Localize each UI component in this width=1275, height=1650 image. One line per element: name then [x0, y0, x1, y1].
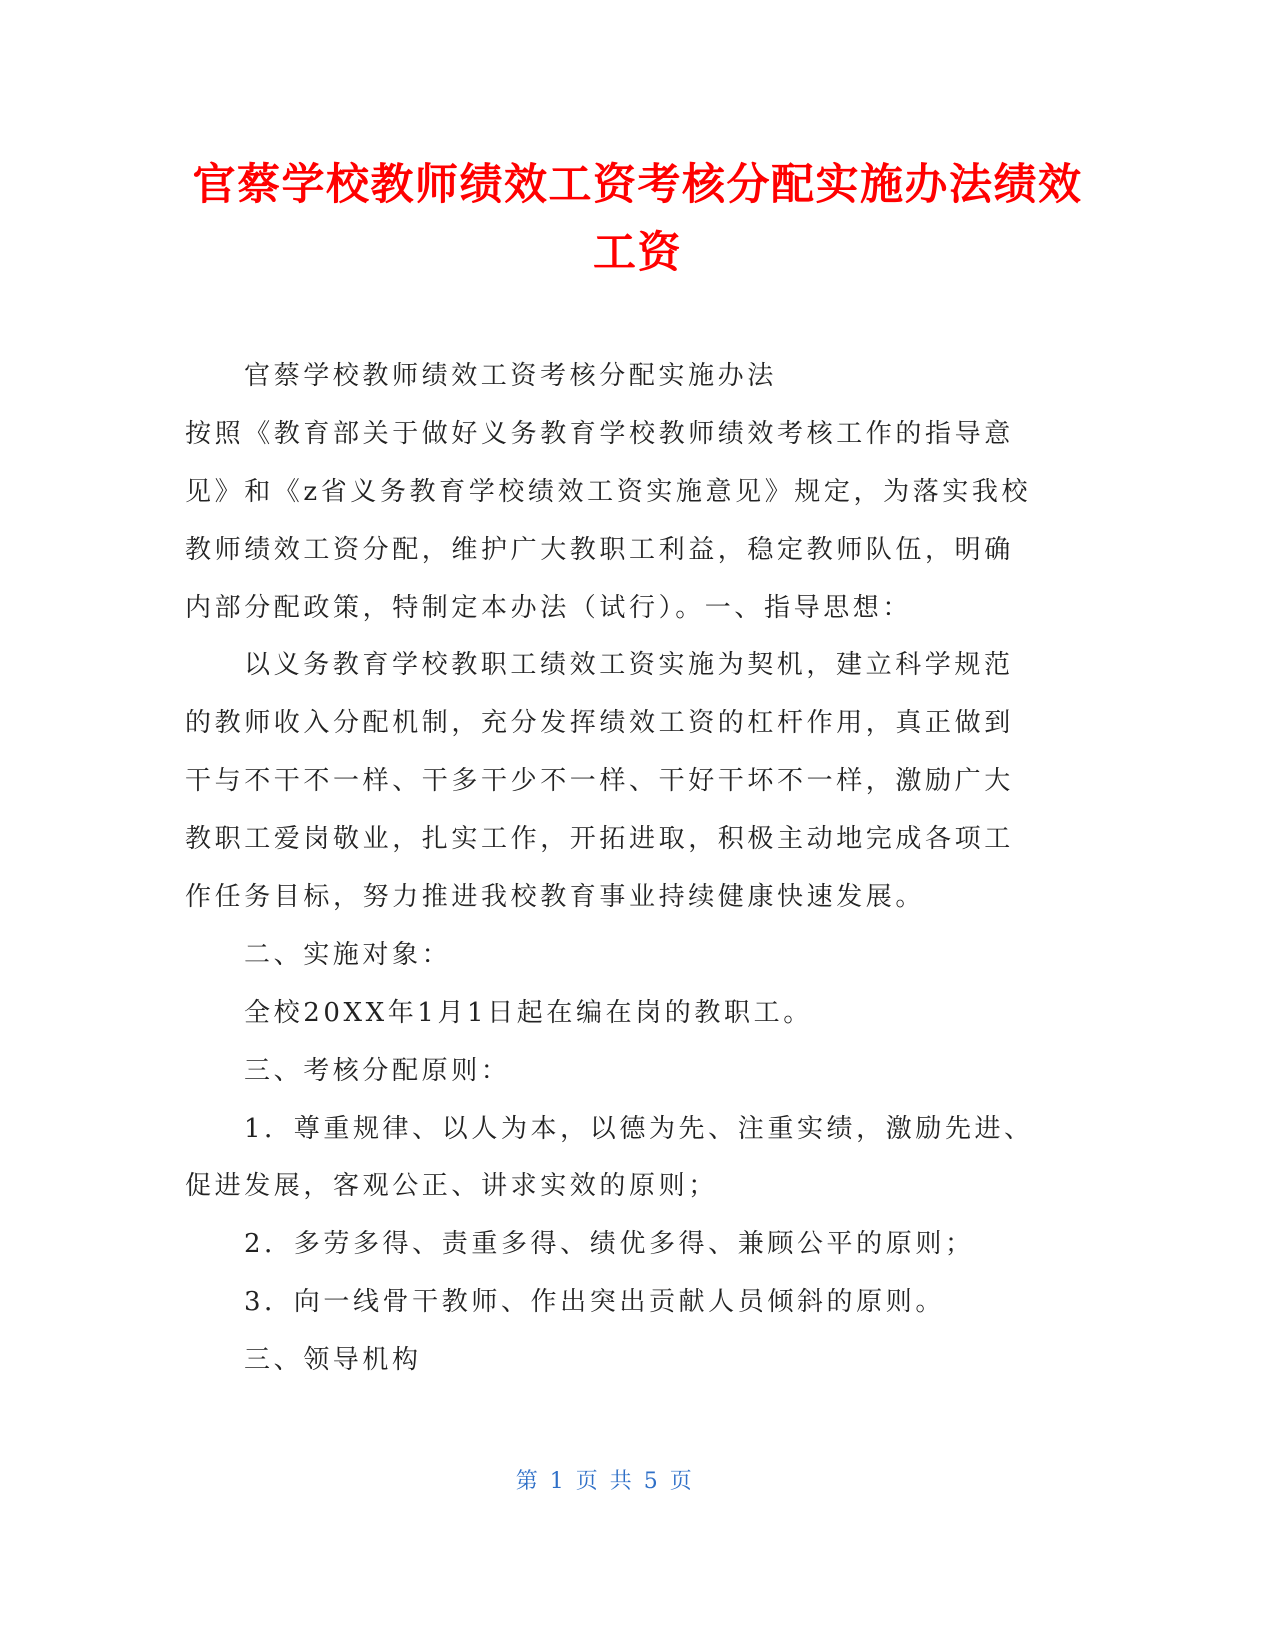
list-item: 3．向一线骨干教师、作出突出贡献人员倾斜的原则。: [244, 1287, 945, 1318]
section-heading: 三、领导机构: [244, 1345, 422, 1376]
body-line: 教师绩效工资分配，维护广大教职工利益，稳定教师队伍，明确: [185, 534, 1014, 565]
body-line-subtitle: 官蔡学校教师绩效工资考核分配实施办法: [244, 361, 777, 391]
page-title-line-2: 工资: [593, 228, 682, 278]
list-item-continuation: 促进发展，客观公正、讲求实效的原则；: [185, 1171, 718, 1202]
body-line: 教职工爱岗敬业，扎实工作，开拓进取，积极主动地完成各项工: [185, 824, 1014, 855]
list-item: 1．尊重规律、以人为本，以德为先、注重实绩，激励先进、: [244, 1113, 1034, 1144]
body-line: 以义务教育学校教职工绩效工资实施为契机，建立科学规范: [244, 650, 1014, 681]
body-line: 见》和《z省义务教育学校绩效工资实施意见》规定，为落实我校: [185, 476, 1032, 507]
page-title-line-1: 官蔡学校教师绩效工资考核分配实施办法绩效: [192, 160, 1083, 210]
body-line: 干与不干不一样、干多干少不一样、干好干坏不一样，激励广大: [185, 766, 1014, 797]
body-line: 内部分配政策，特制定本办法（试行）。一、指导思想：: [185, 592, 913, 623]
section-heading: 二、实施对象：: [244, 939, 452, 970]
body-line: 按照《教育部关于做好义务教育学校教师绩效考核工作的指导意: [185, 418, 1014, 449]
body-text: [185, 348, 1085, 1390]
page-footer: 第 1 页 共 5 页: [515, 1469, 695, 1494]
list-item: 2．多劳多得、责重多得、绩优多得、兼顾公平的原则；: [244, 1229, 975, 1260]
body-line: 的教师收入分配机制，充分发挥绩效工资的杠杆作用，真正做到: [185, 708, 1014, 739]
section-heading: 三、考核分配原则：: [244, 1055, 511, 1086]
body-line: 全校20XX年1月1日起在编在岗的教职工。: [244, 997, 813, 1028]
page-title: [100, 151, 1175, 287]
body-line: 作任务目标，努力推进我校教育事业持续健康快速发展。: [185, 882, 926, 913]
